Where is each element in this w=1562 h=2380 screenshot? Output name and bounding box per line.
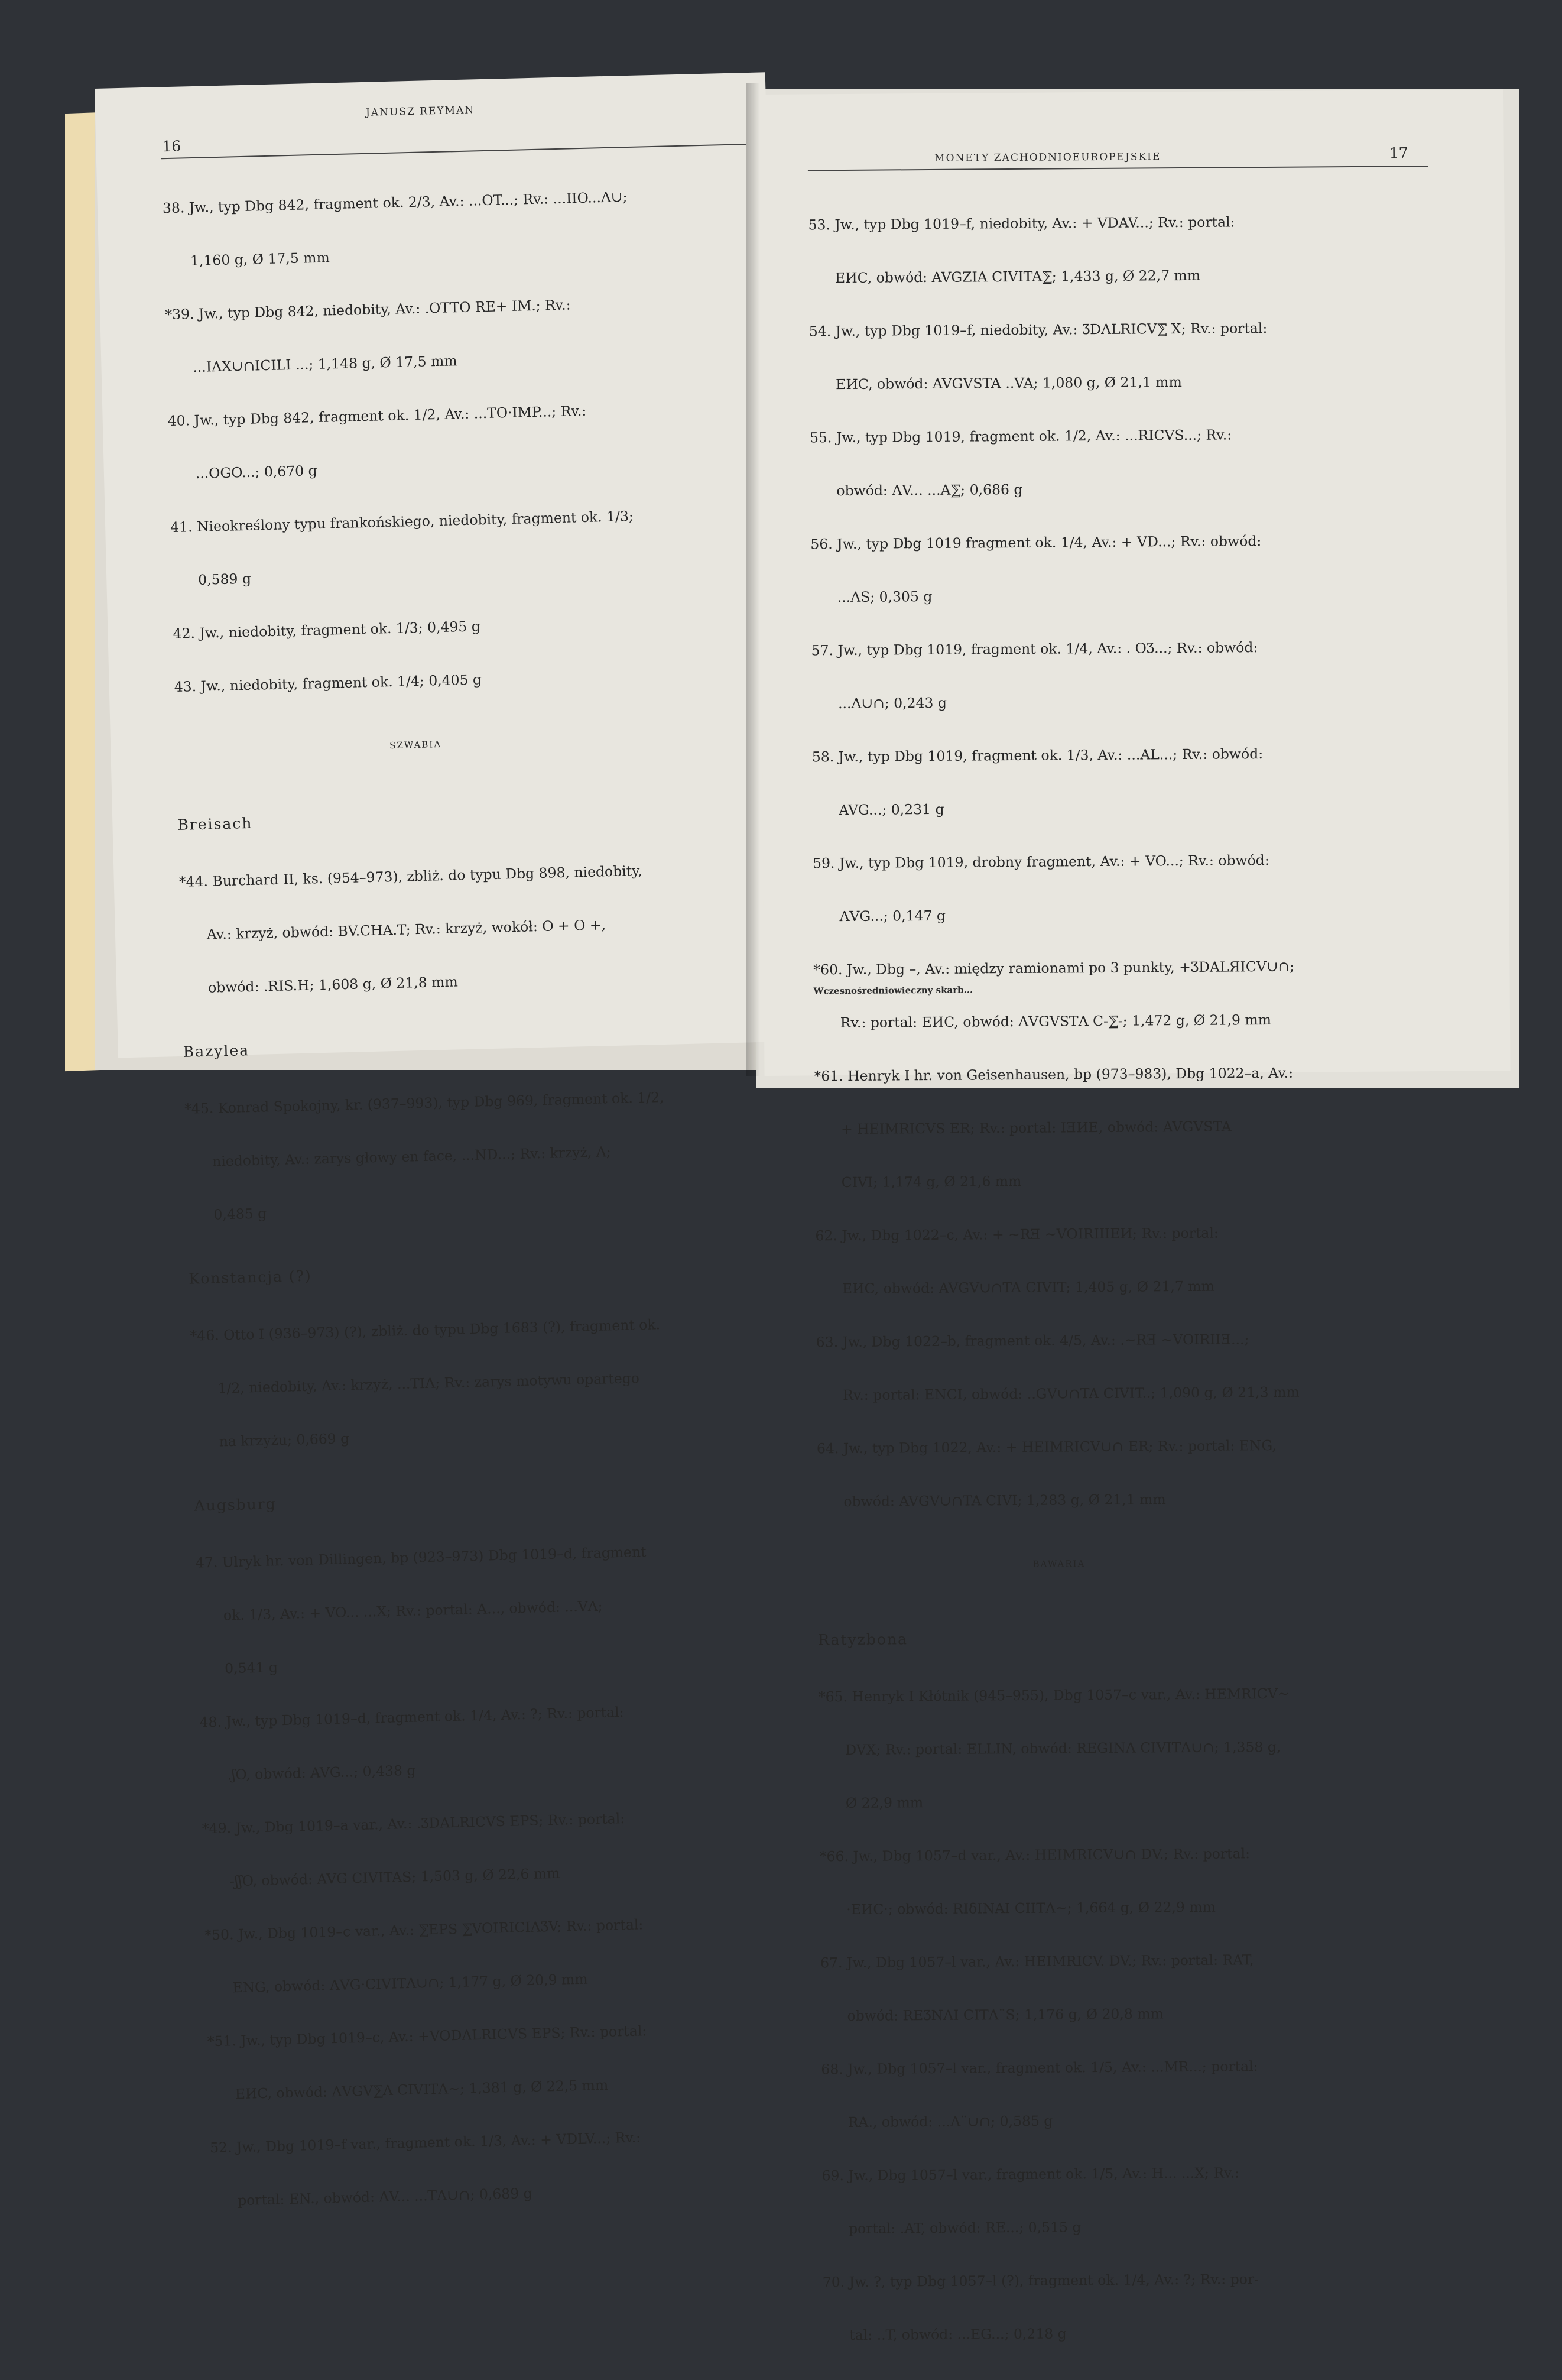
running-head-right: MONETY ZACHODNIOEUROPEJSKIE bbox=[934, 151, 1161, 164]
text-line: 58. Jw., typ Dbg 1019, fragment ok. 1/3, Av.: ...AL...; Rv.: obwód: bbox=[811, 745, 1264, 766]
text-line: *49. Jw., Dbg 1019–a var., Av.: .ƷDALRICVS EPS; Rv.: portal: bbox=[202, 1810, 625, 1837]
text-line: DVX; Rv.: portal: ELLIN, obwód: REGINΛ CIVITΛ∪∩; 1,358 g, bbox=[819, 1738, 1281, 1759]
text-line: Av.: krzyż, obwód: BV.CHA.T; Rv.: krzyż, wokół: O + O +, bbox=[180, 916, 606, 943]
text-line: *50. Jw., Dbg 1019–c var., Av.: ⅀EPS ⅀VOIRICIΛƷV; Rv.: portal: bbox=[204, 1916, 644, 1944]
text-line: *46. Otto I (936–973) (?), zbliż. do typu Dbg 1683 (?), fragment ok. bbox=[190, 1316, 661, 1344]
running-head-left: JANUSZ REYMAN bbox=[365, 104, 475, 119]
text-line: ...Λ∪∩; 0,243 g bbox=[811, 694, 947, 712]
text-line: 68. Jw., Dbg 1057–l var., fragment ok. 1/5, Av.: ...MR...; portal: bbox=[821, 2058, 1258, 2078]
text-line: na krzyżu; 0,669 g bbox=[192, 1430, 350, 1451]
place-heading-konstancja: Konstancja (?) bbox=[188, 1267, 313, 1288]
text-line: 55. Jw., typ Dbg 1019, fragment ok. 1/2, Av.: ...RICVS...; Rv.: bbox=[809, 426, 1232, 446]
text-line: *45. Konrad Spokojny, kr. (937–993), typ Dbg 969, fragment ok. 1/2, bbox=[184, 1088, 664, 1117]
text-line: Ø 22,9 mm bbox=[819, 1794, 924, 1812]
text-line: 47. Ulryk hr. von Dillingen, bp (923–973) Dbg 1019–d, fragment bbox=[195, 1543, 647, 1571]
place-heading-bazylea: Bazylea bbox=[183, 1042, 250, 1061]
text-line: EИC, obwód: AVGVSTA ..VA; 1,080 g, Ø 21,1 mm bbox=[809, 374, 1182, 393]
header-rule-right bbox=[808, 166, 1428, 171]
text-line: 57. Jw., typ Dbg 1019, fragment ok. 1/4, Av.: . OƷ...; Rv.: obwód: bbox=[811, 639, 1258, 659]
text-line: *66. Jw., Dbg 1057–d var., Av.: HEIMRICV∪∩ DV.; Rv.: portal: bbox=[819, 1845, 1251, 1865]
text-line: 40. Jw., typ Dbg 842, fragment ok. 1/2, Av.: ...TO·IMP...; Rv.: bbox=[167, 402, 587, 430]
text-line: ok. 1/3, Av.: + VO... ...X; Rv.: portal: A..., obwód: ...VΛ; bbox=[196, 1597, 603, 1625]
section-heading-szwabia: SZWABIA bbox=[389, 738, 442, 751]
text-line: AVG...; 0,231 g bbox=[812, 800, 944, 819]
right-page bbox=[758, 89, 1511, 2344]
text-line: portal: EN., obwód: ΛV... ...TΛ∪∩; 0,689 g bbox=[211, 2184, 532, 2210]
text-line: -ʃʃO, obwód: AVG CIVITAS; 1,503 g, Ø 22,6 mm bbox=[203, 1865, 560, 1891]
text-line: 1/2, niedobity, Av.: krzyż, ...TIΛ; Rv.: zarys motywu opartego bbox=[191, 1370, 640, 1397]
text-line: *60. Jw., Dbg –, Av.: między ramionami po 3 punkty, +ƷDALЯICV∪∩; bbox=[813, 958, 1295, 978]
text-line: ΛVG...; 0,147 g bbox=[813, 907, 946, 925]
section-heading-bawaria: BAWARIA bbox=[1032, 1558, 1086, 1570]
text-line: CIVI; 1,174 g, Ø 21,6 mm bbox=[814, 1172, 1022, 1191]
text-line: 42. Jw., niedobity, fragment ok. 1/3; 0,495 g bbox=[173, 618, 481, 643]
text-line: obwód: .RIS.H; 1,608 g, Ø 21,8 mm bbox=[181, 973, 459, 997]
page-number-right: 17 bbox=[1389, 144, 1408, 162]
text-line: *44. Burchard II, ks. (954–973), zbliż. do typu Dbg 898, niedobity, bbox=[178, 862, 643, 890]
text-line: + HEIMRICVS ER; Rv.: portal: IƎИE, obwód: AVGVSTA bbox=[814, 1118, 1232, 1138]
text-line: 69. Jw., Dbg 1057–l var., fragment ok. 1/5, Av.: H... ...X; Rv.: bbox=[821, 2164, 1240, 2184]
text-line: 43. Jw., niedobity, fragment ok. 1/4; 0,405 g bbox=[174, 671, 482, 696]
text-line: 67. Jw., Dbg 1057–l var., Av.: HEIMRICV. DV.; Rv.: portal: RAT, bbox=[820, 1951, 1254, 1972]
place-heading-augsburg: Augsburg bbox=[194, 1495, 277, 1515]
text-line: EИC, obwód: AVGZIA CIVITA⅀; 1,433 g, Ø 22,7 mm bbox=[808, 267, 1201, 287]
text-line: RA., obwód: ...Λ¨∪∩; 0,585 g bbox=[821, 2112, 1053, 2131]
text-line: 0,541 g bbox=[198, 1659, 278, 1678]
text-line: obwód: ΛV... ...A⅀; 0,686 g bbox=[810, 481, 1023, 500]
text-line: *61. Henryk I hr. von Geisenhausen, bp (973–983), Dbg 1022–a, Av.: bbox=[814, 1064, 1294, 1085]
text-line: Rv.: portal: ENCI, obwód: ..GV∪∩TA CIVIT..; 1,090 g, Ø 21,3 mm bbox=[816, 1383, 1300, 1404]
text-line: obwód: REƷNΛI CITΛ¨S; 1,176 g, Ø 20,8 mm bbox=[820, 2005, 1164, 2025]
text-line: 59. Jw., typ Dbg 1019, drobny fragment, Av.: + VO...; Rv.: obwód: bbox=[812, 851, 1269, 872]
text-line: 63. Jw., Dbg 1022–b, fragment ok. 4/5, Av.: .∼RƎ ∼VOIRIIƎ...; bbox=[816, 1331, 1249, 1351]
text-line: 52. Jw., Dbg 1019–f var., fragment ok. 1/3, Av.: + VDLV...; Rv.: bbox=[209, 2129, 641, 2157]
left-page-text bbox=[161, 152, 691, 2245]
text-line: EИC, obwód: AVGV∪∩TA CIVIT; 1,405 g, Ø 21,7 mm bbox=[816, 1277, 1214, 1298]
right-page-text bbox=[808, 177, 1306, 2380]
text-line: tal: ..T, obwód: ...EG...; 0,218 g bbox=[823, 2325, 1067, 2344]
place-heading-breisach: Breisach bbox=[177, 814, 253, 834]
text-line: niedobity, Av.: zarys głowy en face, ...ND...; Rv.: krzyż, Λ; bbox=[186, 1143, 612, 1170]
text-line: 0,485 g bbox=[187, 1205, 267, 1224]
text-line: ...OGO...; 0,670 g bbox=[168, 462, 317, 483]
text-line: 48. Jw., typ Dbg 1019–d, fragment ok. 1/4, Av.: ?; Rv.: portal: bbox=[199, 1703, 624, 1731]
text-line: *39. Jw., typ Dbg 842, niedobity, Av.: .OTTO RE+ IM.; Rv.: bbox=[165, 296, 571, 323]
text-line: *65. Henryk I Kłótnik (945–955), Dbg 1057–c var., Av.: HEMRICV∼ bbox=[818, 1685, 1290, 1705]
text-line: 56. Jw., typ Dbg 1019 fragment ok. 1/4, Av.: + VD...; Rv.: obwód: bbox=[810, 533, 1262, 553]
page-number-left: 16 bbox=[162, 137, 181, 155]
text-line: 70. Jw. ?, typ Dbg 1057–l (?), fragment ok. 1/4, Av.: ?; Rv.: por- bbox=[822, 2271, 1259, 2291]
text-line: 38. Jw., typ Dbg 842, fragment ok. 2/3, Av.: ...OT...; Rv.: ...IIO...Λ∪; bbox=[162, 189, 628, 217]
left-page bbox=[95, 72, 789, 2210]
text-line: EИC, obwód: ΛVGV⅀Λ CIVITΛ∼; 1,381 g, Ø 22,5 mm bbox=[208, 2076, 609, 2103]
text-line: 41. Nieokreślony typu frankońskiego, niedobity, fragment ok. 1/3; bbox=[170, 507, 634, 536]
text-line: 64. Jw., typ Dbg 1022, Av.: + HEIMRICV∪∩ ER; Rv.: portal: ENG, bbox=[816, 1437, 1277, 1457]
place-heading-ratyzbona: Ratyzbona bbox=[818, 1630, 908, 1649]
text-line: 53. Jw., typ Dbg 1019–f, niedobity, Av.: + VDAV...; Rv.: portal: bbox=[808, 213, 1235, 234]
text-line: ...IΛX∪∩ICILI ...; 1,148 g, Ø 17,5 mm bbox=[166, 352, 457, 377]
text-line: ·EИC·; obwód: RIδINAI CIITΛ∼; 1,664 g, Ø 22,9 mm bbox=[820, 1898, 1216, 1918]
footer-signature: Wczesnośredniowieczny skarb... bbox=[813, 984, 973, 997]
text-line: 1,160 g, Ø 17,5 mm bbox=[163, 249, 330, 270]
text-line: *51. Jw., typ Dbg 1019–c, Av.: +VODΛLRICVS EPS; Rv.: portal: bbox=[207, 2022, 647, 2050]
text-line: .ʃO, obwód: AVG...; 0,438 g bbox=[200, 1762, 416, 1784]
text-line: 0,589 g bbox=[171, 570, 252, 589]
text-line: 62. Jw., Dbg 1022–c, Av.: + ∼RƎ ∼VOIRIIIEИ; Rv.: portal: bbox=[815, 1224, 1219, 1244]
book-spine-shadow bbox=[746, 83, 769, 1076]
text-line: portal: .AT, obwód: RE...; 0,515 g bbox=[822, 2219, 1082, 2238]
text-line: ...ΛS; 0,305 g bbox=[810, 588, 933, 606]
text-line: Rv.: portal: EИC, obwód: ΛVGVSTΛ C-⅀-; 1,472 g, Ø 21,9 mm bbox=[813, 1011, 1272, 1032]
text-line: obwód: AVGV∪∩TA CIVI; 1,283 g, Ø 21,1 mm bbox=[817, 1491, 1166, 1510]
text-line: 54. Jw., typ Dbg 1019–f, niedobity, Av.: ƷDΛLRICV⅀ X; Rv.: portal: bbox=[808, 319, 1268, 340]
text-line: ENG, obwód: ΛVG·CIVITΛ∪∩; 1,177 g, Ø 20,9 mm bbox=[206, 1970, 588, 1997]
